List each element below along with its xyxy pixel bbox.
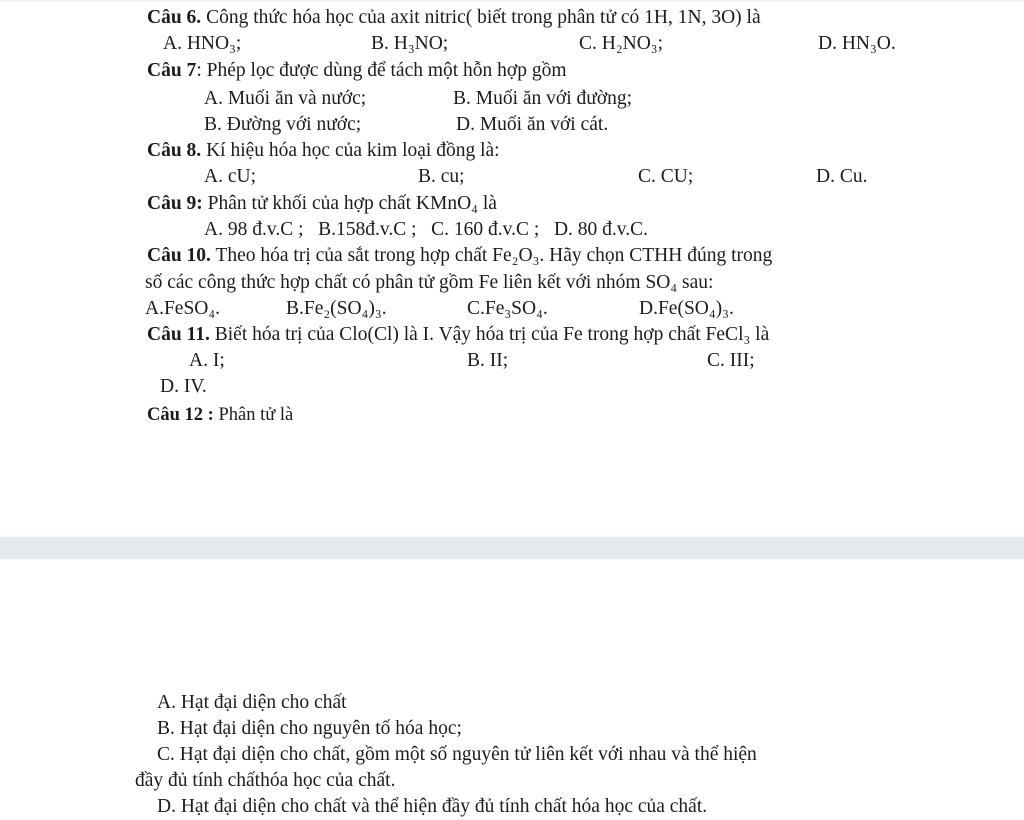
question-7-option-d: D. Muối ăn với cát. [456,114,609,135]
question-7-stem: : Phép lọc được dùng để tách một hỗn hợp gồm [196,60,567,81]
question-9-stem: Phân tử khối của hợp chất KMnO₄ là [202,193,497,214]
question-8-option-c: C. CU; [638,166,694,187]
question-11-option-a: A. I; [189,350,225,371]
question-9-label: Câu 9: [147,193,203,214]
question-7-label: Câu 7 [147,60,197,81]
question-8-option-a: A. cU; [204,166,256,187]
question-11 [147,323,769,347]
question-11-label: Câu 11. [147,324,210,345]
question-6-option-d: D. HN₃O. [818,33,896,54]
question-8-stem: Kí hiệu hóa học của kim loại đồng là: [201,140,500,161]
question-10-option-c: C.Fe₃SO₄. [467,298,548,319]
question-9-options: A. 98 đ.v.C ; B.158đ.v.C ; C. 160 đ.v.C ; D. 80 đ.v.C. [204,219,649,240]
question-6-stem: Công thức hóa học của axit nitric( biết trong phân tử có 1H, 1N, 3O) là [201,7,761,28]
question-8-option-d: D. Cu. [816,166,868,187]
question-11-option-b: B. II; [467,350,509,371]
question-12-option-c: C. Hạt đại diện cho chất, gồm một số nguyên tử liên kết với nhau và thể hiện [157,744,757,765]
question-12-option-d: D. Hạt đại diện cho chất và thể hiện đầy đủ tính chất hóa học của chất. [157,796,708,817]
question-10-stem-continued: số các công thức hợp chất có phân tử gồm Fe liên kết với nhóm SO₄ sau: [145,272,714,293]
question-7-option-a: A. Muối ăn và nước; [204,88,367,109]
question-10-option-d: D.Fe(SO₄)₃. [639,298,734,319]
question-12 [147,403,293,427]
question-11-stem: Biết hóa trị của Clo(Cl) là I. Vậy hóa trị của Fe trong hợp chất FeCl₃ là [209,324,770,345]
question-9 [147,192,497,216]
question-11-option-c: C. III; [707,350,755,371]
question-6-option-b: B. H₃NO; [371,33,449,54]
question-12-label: Câu 12 : [147,405,214,425]
question-12-option-c-continued: đầy đủ tính chấthóa học của chất. [135,770,396,791]
question-10-option-a: A.FeSO₄. [145,298,221,319]
question-12-option-a: A. Hạt đại diện cho chất [157,692,347,713]
question-8-option-b: B. cu; [418,166,465,187]
page-break-band [0,537,1024,559]
question-10-stem: Theo hóa trị của sắt trong hợp chất Fe₂O₃. Hãy chọn CTHH đúng trong [210,245,773,266]
question-11-option-d: D. IV. [160,376,207,397]
top-edge-divider [0,0,1024,2]
question-6-option-a: A. HNO₃; [163,33,242,54]
question-6-option-c: C. H₂NO₃; [579,33,664,54]
question-6 [147,6,761,30]
question-12-option-b: B. Hạt đại diện cho nguyên tố hóa học; [157,718,462,739]
question-8-label: Câu 8. [147,140,202,161]
question-7-option-b: B. Muối ăn với đường; [453,88,633,109]
question-10-label: Câu 10. [147,245,211,266]
question-7 [147,59,567,83]
question-10-option-b: B.Fe₂(SO₄)₃. [286,298,387,319]
question-8 [147,139,500,163]
question-6-label: Câu 6. [147,7,202,28]
question-10 [147,244,772,268]
question-7-option-c: B. Đường với nước; [204,114,362,135]
question-12-stem: Phân tử là [213,405,294,425]
